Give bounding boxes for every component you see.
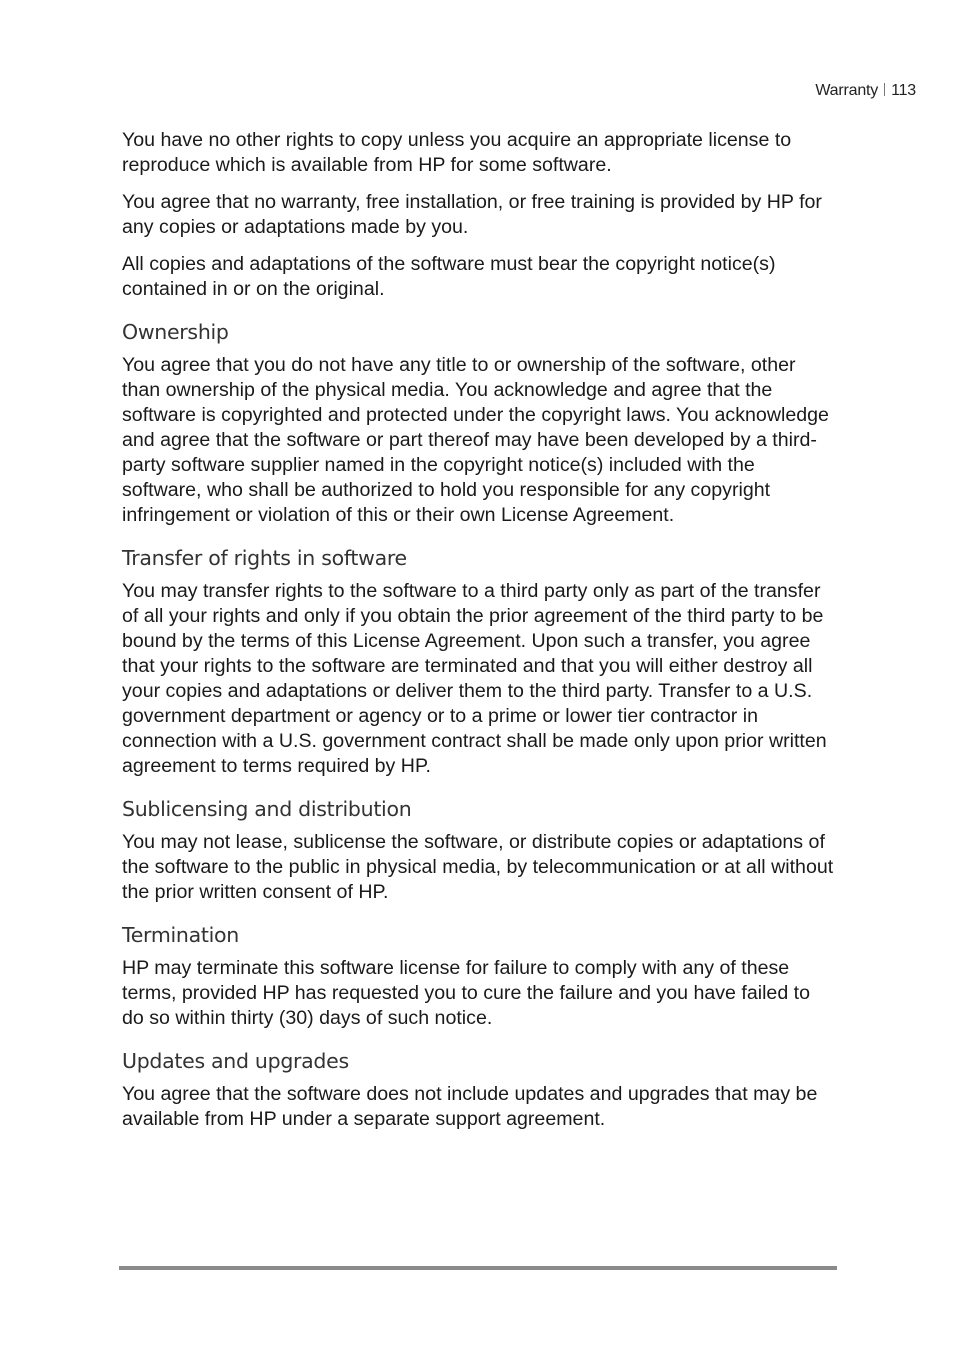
section-heading-updates: Updates and upgrades bbox=[122, 1049, 349, 1073]
section-heading-termination: Termination bbox=[122, 923, 239, 947]
intro-paragraph-2: You agree that no warranty, free installation, or free training is provided by HP for any copies or adaptations made by you. bbox=[122, 191, 822, 238]
section-body-ownership: You agree that you do not have any title to or ownership of the software, other than ownership of the physical media. You acknowledge and agree that the software is copyrighted and protected under the copyright laws. You acknowledge and agree that the software or part thereof may have been developed by a third-party software supplier named in the copyright notice(s) included with the software, who shall be authorized to hold you responsible for any copyright infringement or violation of this or their own License Agreement. bbox=[122, 354, 829, 526]
page-number: 113 bbox=[891, 82, 916, 99]
running-header bbox=[815, 82, 916, 100]
section-body-termination: HP may terminate this software license for failure to comply with any of these terms, provided HP has requested you to cure the failure and you have failed to do so within thirty (30) days of such notice. bbox=[122, 957, 811, 1029]
intro-paragraph-3: All copies and adaptations of the software must bear the copyright notice(s) contained in or on the original. bbox=[122, 253, 776, 300]
section-body-transfer-of-rights: You may transfer rights to the software to a third party only as part of the transfer of all your rights and only if you obtain the prior agreement of the third party to be bound by the terms of this License Agreement. Upon such a transfer, you agree that your rights to the software are terminated and that you will either destroy all your copies and adaptations or deliver them to the third party. Transfer to a U.S. government department or agency or to a prime or lower tier contractor in connection with a U.S. government contract shall be made only upon prior written agreement to terms required by HP. bbox=[122, 580, 827, 777]
document-body bbox=[122, 128, 834, 1144]
footer-rule bbox=[119, 1266, 837, 1270]
section-heading-sublicensing: Sublicensing and distribution bbox=[122, 797, 412, 821]
intro-paragraph-1: You have no other rights to copy unless you acquire an appropriate license to reproduce which is available from HP for some software. bbox=[122, 129, 792, 176]
section-heading-ownership: Ownership bbox=[122, 320, 229, 344]
section-body-updates: You agree that the software does not include updates and upgrades that may be available from HP under a separate support agreement. bbox=[122, 1083, 818, 1130]
section-heading-transfer-of-rights: Transfer of rights in software bbox=[122, 546, 407, 570]
section-body-sublicensing: You may not lease, sublicense the software, or distribute copies or adaptations of the software to the public in physical media, by telecommunication or at all without the prior written consent of HP. bbox=[122, 831, 834, 903]
header-separator bbox=[884, 83, 885, 96]
header-section-title: Warranty bbox=[815, 82, 879, 99]
